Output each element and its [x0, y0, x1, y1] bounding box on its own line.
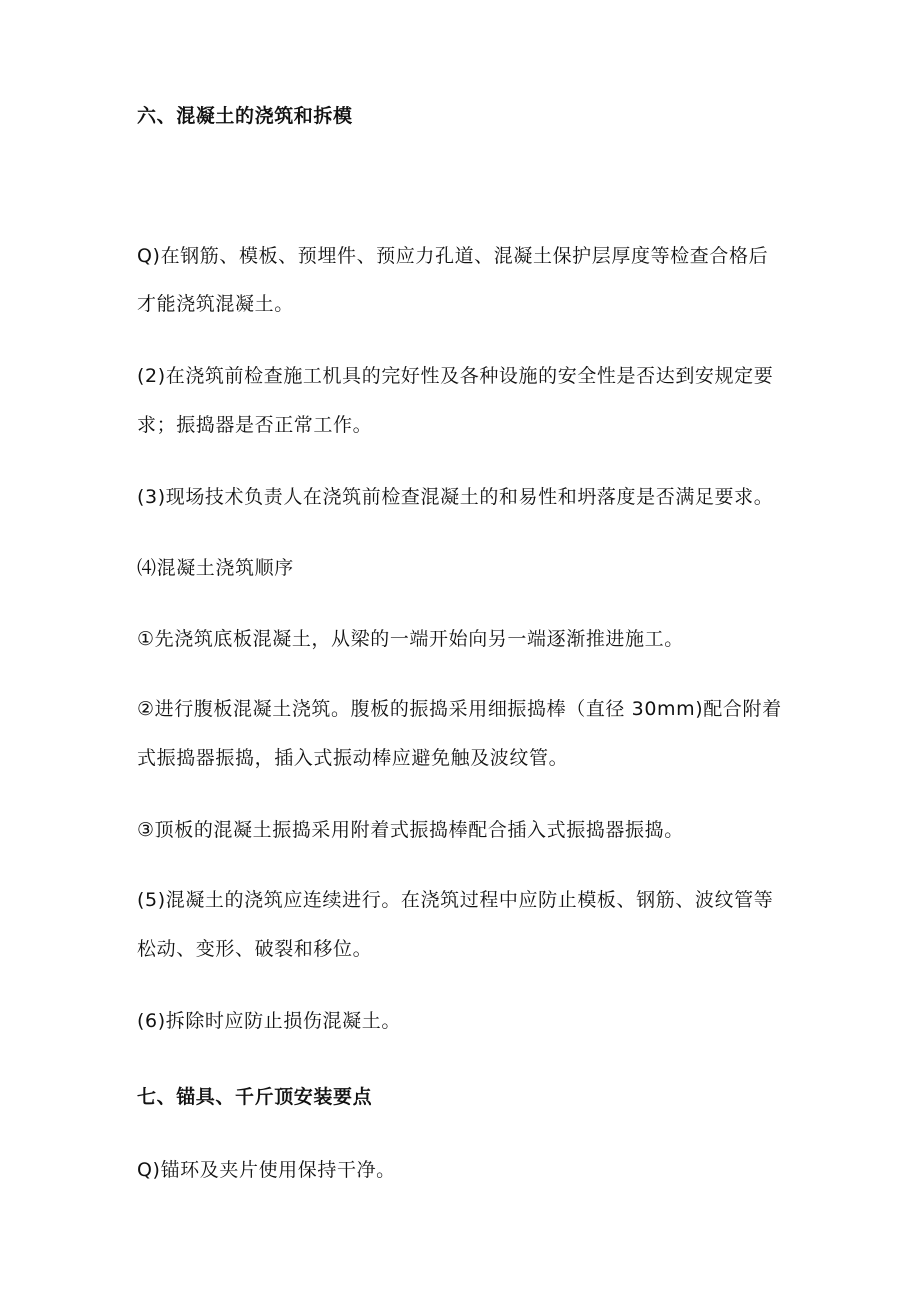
subitem-2-line-1: ②进行腹板混凝土浇筑。腹板的振捣采用细振捣棒（直径 30mm)配合附着	[137, 698, 782, 720]
item-2-line-2: 求；振捣器是否正常工作。	[137, 414, 373, 436]
item-3-line-1: (3)现场技术负责人在浇筑前检查混凝土的和易性和坍落度是否满足要求。	[137, 486, 774, 508]
item-4-line-1: ⑷混凝土浇筑顺序	[137, 557, 294, 579]
item-1-line-1: Q)在钢筋、模板、预埋件、预应力孔道、混凝土保护层厚度等检查合格后	[137, 245, 769, 267]
item-2-line-1: (2)在浇筑前检查施工机具的完好性及各种设施的安全性是否达到安规定要	[137, 365, 774, 387]
item-1-line-2: 才能浇筑混凝土。	[137, 293, 294, 315]
item-5-line-1: (5)混凝土的浇筑应连续进行。在浇筑过程中应防止模板、钢筋、波纹管等	[137, 889, 774, 911]
item-6-line-1: (6)拆除时应防止损伤混凝土。	[137, 1010, 401, 1032]
subitem-3-line-1: ③顶板的混凝土振捣采用附着式振捣棒配合插入式振捣器振捣。	[137, 819, 684, 841]
section-6-heading: 六、混凝土的浇筑和拆模	[137, 105, 353, 127]
subitem-1-line-1: ①先浇筑底板混凝土，从梁的一端开始向另一端逐渐推进施工。	[137, 628, 684, 650]
item-5-line-2: 松动、变形、破裂和移位。	[137, 938, 373, 960]
section-7-heading: 七、锚具、千斤顶安装要点	[137, 1086, 373, 1108]
section-7-item-1-line-1: Q)锚环及夹片使用保持干净。	[137, 1159, 396, 1181]
subitem-2-line-2: 式振捣器振捣，插入式振动棒应避免触及波纹管。	[137, 747, 569, 769]
